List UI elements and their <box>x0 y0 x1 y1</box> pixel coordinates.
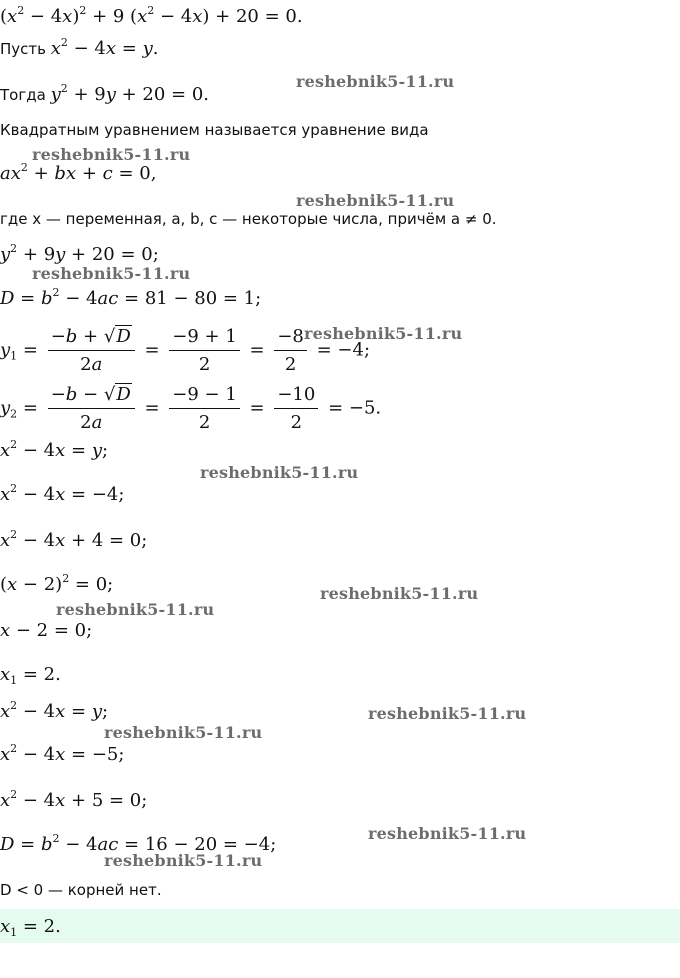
watermark: reshebnik5-11.ru <box>304 324 463 343</box>
watermark: reshebnik5-11.ru <box>368 704 527 723</box>
equation-main: $(x^2 - 4x)^2 + 9$ $(x^2 - 4x) + 20 = 0$. <box>0 4 303 27</box>
fraction-formula: $\frac{-b - √D}{2a}$ <box>48 384 135 433</box>
watermark: reshebnik5-11.ru <box>320 584 479 603</box>
eq-linear: x − 2 = 0; <box>0 620 93 641</box>
then-line <box>0 84 209 105</box>
fraction-formula: $\frac{-b + √D}{2a}$ <box>48 326 135 375</box>
watermark: reshebnik5-11.ru <box>296 191 455 210</box>
fraction-values: $\frac{-9 - 1}{2}$ <box>169 384 240 433</box>
eq-minus4: $x^2 - 4x = -4$; <box>0 482 125 505</box>
equation-y: $y^2 + 9y + 20 = 0$; <box>0 242 159 265</box>
eq-plus4: $x^2 - 4x + 4 = 0$; <box>0 528 148 551</box>
general-form: $ax^2$ + bx + c = 0, <box>0 161 157 184</box>
back-sub-1: $x^2 - 4x = y$; <box>0 438 109 461</box>
watermark: reshebnik5-11.ru <box>296 72 455 91</box>
fraction-simplified: $\frac{-10}{2}$ <box>274 384 318 433</box>
watermark: reshebnik5-11.ru <box>32 145 191 164</box>
where-text: где x — переменная, a, b, c — некоторые числа, причём a ≠ 0. <box>0 210 497 228</box>
watermark: reshebnik5-11.ru <box>104 851 263 870</box>
eq-plus5: $x^2 - 4x + 5 = 0$; <box>0 788 148 811</box>
root-y1: $y_1$ = $\frac{-b + √D}{2a}$ = $\frac{-9 + 1}{2}$ = $\frac{-8}{2}$ = −4; <box>0 326 371 375</box>
watermark: reshebnik5-11.ru <box>32 264 191 283</box>
eq-square: $(x - 2)^2 = 0$; <box>0 572 114 595</box>
root-y2: $y_2$ = $\frac{-b - √D}{2a}$ = $\frac{-9 - 1}{2}$ = $\frac{-10}{2}$ = −5. <box>0 384 382 433</box>
fraction-simplified: $\frac{-8}{2}$ <box>274 326 307 375</box>
answer-box <box>0 909 680 943</box>
answer-value: $x_1 = 2$. <box>0 916 61 939</box>
x1-result: $x_1 = 2$. <box>0 664 61 687</box>
watermark: reshebnik5-11.ru <box>368 824 527 843</box>
substitution-line <box>0 38 158 59</box>
substitution-formula: $x^2 - 4x = y$. <box>50 36 159 59</box>
watermark: reshebnik5-11.ru <box>104 723 263 742</box>
then-label: Тогда <box>0 86 51 104</box>
no-roots-text: D < 0 — корней нет. <box>0 881 162 899</box>
quadratic-in-y: $y^2 + 9y + 20 = 0$. <box>50 82 210 105</box>
watermark: reshebnik5-11.ru <box>56 600 215 619</box>
back-sub-2: $x^2 - 4x = y$; <box>0 699 109 722</box>
discriminant-1: $D = b^2 - 4ac = 81 - 80 = 1$; <box>0 286 262 309</box>
discriminant-2: $D = b^2 - 4ac = 16 - 20 = -4$; <box>0 832 277 855</box>
let-label: Пусть <box>0 40 51 58</box>
fraction-values: $\frac{-9 + 1}{2}$ <box>169 326 240 375</box>
watermark: reshebnik5-11.ru <box>200 463 359 482</box>
eq-minus5: $x^2 - 4x = -5$; <box>0 742 125 765</box>
definition-text: Квадратным уравнением называется уравнение вида <box>0 121 429 139</box>
